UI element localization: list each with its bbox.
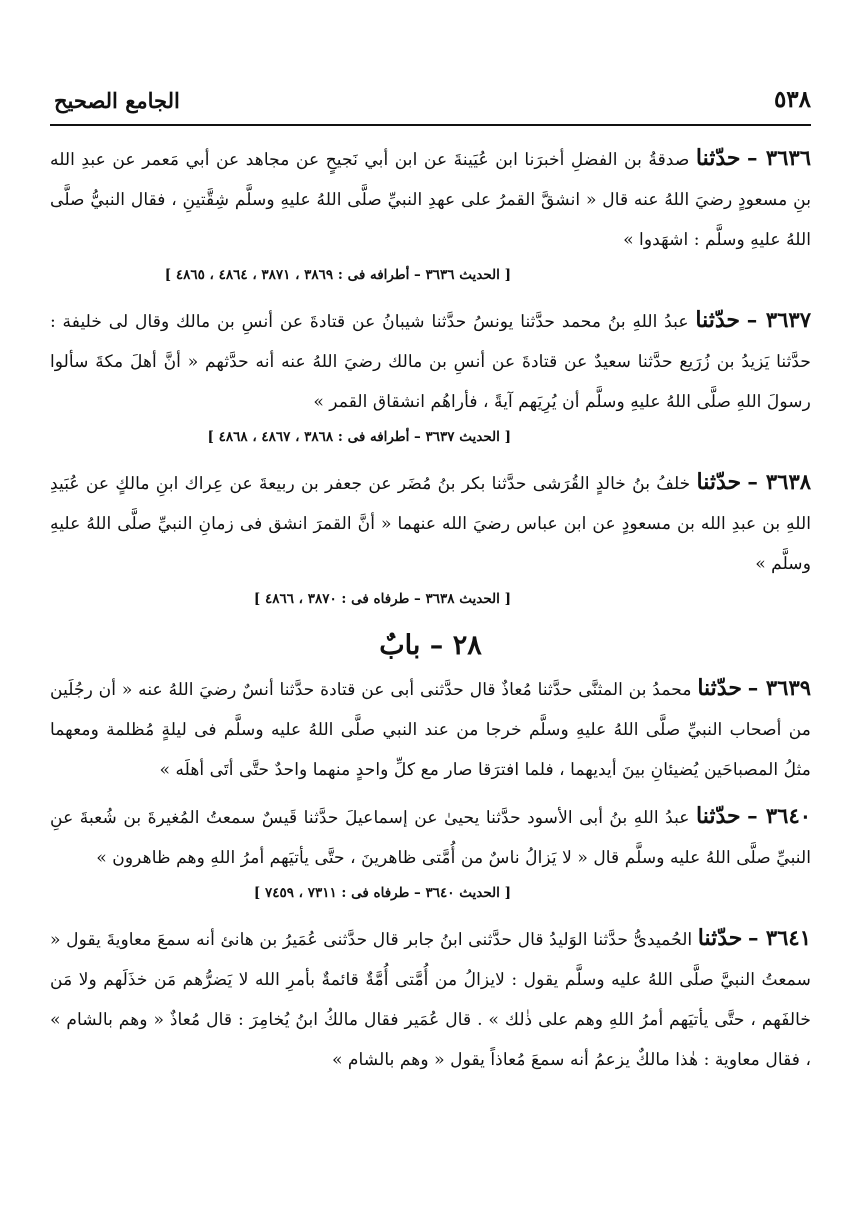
haddathana-marker: حدّثنا [697,675,742,701]
hadith-footnote: [ الحديث ٣٦٣٧ – أطرافه فى : ٣٨٦٨ ، ٤٨٦٧ ، ٤٨٦٨ ] [207,429,511,445]
hadith-number: ٣٦٤٠ – [747,803,812,828]
page-number: ٥٣٨ [773,86,811,113]
hadith-number: ٣٦٣٧ – [746,307,811,332]
hadith-3638 [50,462,811,612]
hadith-paragraph [50,138,811,260]
haddathana-marker: حدّثنا [696,803,741,829]
hadith-3641 [50,918,811,1080]
hadith-number: ٣٦٣٩ – [747,675,812,700]
hadith-paragraph [50,462,811,584]
hadith-text: خلفُ بنُ خالدٍ القُرَشى حدَّثنا بكر بنُ مُضَر عن جعفر بن ربيعةَ عن عِراك ابنِ مالكٍ عن عُبَيدِ اللهِ بن عبدِ الله بن مسعودٍ عن ابن عباس رضيَ الله عنهما « أنَّ القمرَ انشق فى زمانِ النبيِّ صلَّى اللهُ عليهِ وسلَّم » [50,474,811,574]
hadith-text: الحُميدىُّ حدَّثنا الوَليدُ قال حدَّثنى ابنُ جابر قال حدَّثنى عُمَيرُ بن هانئ أنه سمعَ معاويةَ يقول « سمعتُ النبيَّ صلَّى اللهُ عليه وسلَّم يقول : لايزالُ من أُمَّتى أُمَّةٌ قائمةٌ بأمرِ الله لا يَضرُّهم مَن خذَلَهم ولا مَن خالفَهم ، حتَّى يأتيَهم أمرُ اللهِ وهم على ذٰلك » . قال عُمَير فقال مالكُ ابنُ يُخامِرَ : قال مُعاذٌ « وهم بالشام » ، فقال معاوية : هٰذا مالكٌ يزعمُ أنه سمعَ مُعاذاً يقول « وهم بالشام » [50,930,811,1070]
hadith-text: عبدُ اللهِ بنُ محمد حدَّثنا يونسُ حدَّثنا شيبانُ عن قتادةَ عن أنسِ بن مالك وقال لى خليفة : حدَّثنا يَزيدُ بن زُرَيع حدَّثنا سعيدٌ عن قتادةَ عن أنسِ بن مالك رضيَ اللهُ عنه أنه حدَّثهم « أنَّ أهلَ مكةَ سألوا رسولَ اللهِ صلَّى اللهُ عليهِ وسلَّم أن يُرِيَهم آيةً ، فأراهُم انشقاق القمر » [50,312,811,412]
hadith-3636 [50,138,811,288]
haddathana-marker: حدّثنا [695,145,741,171]
hadith-3637 [50,300,811,450]
hadith-3639 [50,668,811,790]
hadith-paragraph [50,300,811,422]
hadith-3640 [50,796,811,906]
hadith-paragraph [50,668,811,790]
hadith-number: ٣٦٤١ – [747,925,811,950]
page-body [50,138,811,1080]
hadith-paragraph [50,796,811,878]
hadith-number: ٣٦٣٨ – [747,469,812,494]
hadith-number: ٣٦٣٦ – [747,145,812,170]
page-header [50,84,811,126]
haddathana-marker: حدّثنا [695,307,740,333]
hadith-text: عبدُ اللهِ بنُ أبى الأسود حدَّثنا يحيىٰ عن إسماعيلَ حدَّثنا قَيسٌ سمعتُ المُغيرةَ بن شُعبةَ عنِ النبيِّ صلَّى اللهُ عليه وسلَّم قال « لا يَزالُ ناسٌ من أُمَّتى ظاهرينَ ، حتَّى يأتيَهم أمرُ اللهِ وهم ظاهرون » [50,808,811,868]
hadith-text: محمدُ بن المثنَّى حدَّثنا مُعاذٌ قال حدَّثنى أبى عن قتادة حدَّثنا أنسٌ رضيَ اللهُ عنه « أن رجُلَين من أصحاب النبيِّ صلَّى اللهُ عليهِ وسلَّم خرجا من عند النبي صلَّى اللهُ عليه وسلَّم فى ليلةٍ مُظلمة ومعهما مثلُ المصباحَين يُضيئانِ بينَ أيديهما ، فلما افترَقا صار مع كلِّ واحدٍ منهما واحدٌ حتَّى أتَى أهلَه » [50,680,811,780]
hadith-footnote: [ الحديث ٣٦٣٦ – أطرافه فى : ٣٨٦٩ ، ٣٨٧١ ، ٤٨٦٤ ، ٤٨٦٥ ] [164,267,511,283]
book-title: الجامع الصحيح [54,88,180,113]
book-page [50,0,811,1208]
hadith-footnote: [ الحديث ٣٦٤٠ – طرفاه فى : ٧٣١١ ، ٧٤٥٩ ] [253,885,511,901]
haddathana-marker: حدّثنا [697,925,743,951]
hadith-paragraph [50,918,811,1080]
chapter-heading: ٢٨ – بابٌ [379,630,482,661]
hadith-text: صدقةُ بن الفضلِ أخبرَنا ابن عُيَينةَ عن ابن أبي نَجيحٍ عن مجاهد عن أبي مَعمر عن عبدِ الله بنِ مسعودٍ رضيَ اللهُ عنه قال « انشقَّ القمرُ على عهدِ النبيِّ صلَّى اللهُ عليهِ وسلَّم شِقَّتينِ ، فقال النبيُّ صلَّى اللهُ عليهِ وسلَّم : اشهَدوا » [50,150,811,250]
haddathana-marker: حدّثنا [696,469,742,495]
hadith-footnote: [ الحديث ٣٦٣٨ – طرفاه فى : ٣٨٧٠ ، ٤٨٦٦ ] [253,591,511,607]
